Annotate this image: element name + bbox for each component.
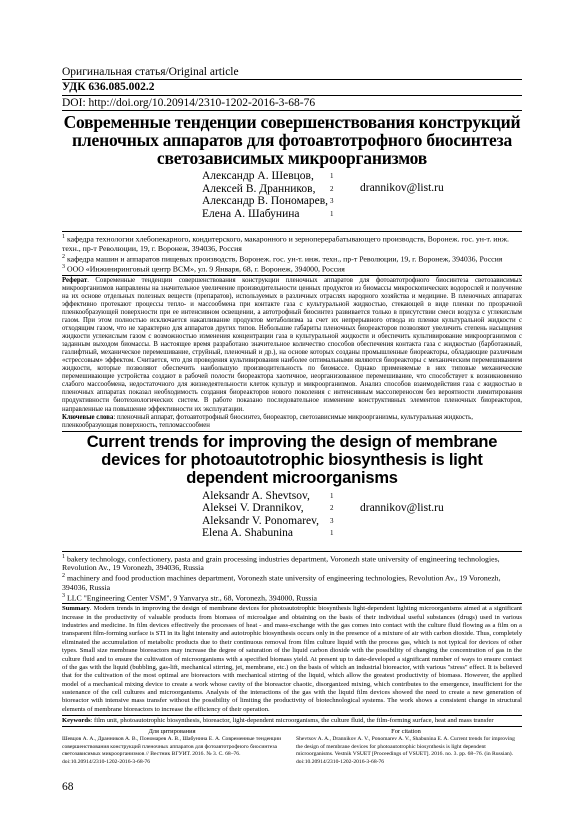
article-page xyxy=(62,66,522,728)
citation-heading: Для цитирования xyxy=(148,728,196,735)
abstract-text: . Современные тенденции совершенствования конструкции пленочных аппаратов для фотоавтотрофного биосинтеза светозависимых микроорганизмов направлены на значительное увеличение производительности ценных продуктов из биомассы микроскопических водорослей и получение на их основе отдельных полезных веществ (препаратов), используемых в различных отраслях народного хозяйства и медицине. В пленочных аппаратах эффективно протекают процессы тепло- и массообмена при контакте газа с культуральной жидкостью, стекающей в виде пленки по прозрачной пленкообразующей поверхности при ее интенсивном освещении, а автотрофный биосинтез развивается только в присутствии смеси воздуха с углекислым газом. При этом полностью исключается накапливание продуктов метаболизма за счет их непрерывного отвода из пленки культуральной жидкости с отходящим газом, что не характерно для аппаратов других типов. Небольшие габариты пленочных биореакторов позволяют увеличить степень насыщения жидкости углекислым газом с возможностью изменения концентрации газа в культуральной жидкости и обеспечить культивирование микроорганизмов с заданным выходом биомассы. В настоящее время разработано значительное количество способов обеспечения контакта газа с жидкостью (барботажный, газлифтный, механическое перемешивание, струйный, пленочный и др.), на основе которых созданы промышленные биореакторы, обладающие различным «стрессовым» эффектом. Считается, что для проведения культивирования наиболее оптимальными являются биореакторы с механическим перемешиванием жидкости, которые позволяют обеспечить наибольшую производительность по биомассе. Однако применяемые в них типовые механические перемешивающие устройства создают в рабочей полости биореактора хаотичное, неорганизованное перемешивание, что способствует к возникновению слабого массообмена, недостаточного для жизнедеятельности клеток культур и микроорганизмов. Анализ способов взаимодействия газа с жидкостью в пленочных аппаратах показал необходимость создания биореакторов нового поколения с интенсивным массопереносом без вероятности лимитирования продуктивности биотехнологических систем. В работе показано последовательное изменение конструктивных элементов пленочных биореакторов, направленные на повышение эффективности их эксплуатации. xyxy=(62,276,522,413)
keywords-text: : пленочный аппарат, фотоавтотрофный биосинтез, биореактор, светозависимые микроорганизмы, культуральная жидкость, пленкообразующая поверхность, тепломассообмен xyxy=(62,413,473,429)
abstract-label: Summary xyxy=(62,605,90,613)
author-names xyxy=(202,170,328,220)
affiliation: $^1$ кафедра технологии хлебопекарного, кондитерского, макаронного и зерноперерабатывающего производств, Воронеж. гос. ун-т. инж. техн., пр-т Революции, 19, г. Воронеж, 394036, Россия xyxy=(62,234,509,253)
author-name: Александр В. Пономарев, xyxy=(202,195,329,208)
divider xyxy=(62,95,522,96)
divider xyxy=(62,603,522,604)
abstract-label: Реферат xyxy=(62,276,88,284)
author-names xyxy=(202,490,319,540)
article-type: Оригинальная статья/Original article xyxy=(62,66,239,78)
affiliation: $^2$ machinery and food production machines department, Voronezh state university of engineering technologies, Revolution Av., 19 Voronezh, 394036, Russia xyxy=(62,573,501,592)
keywords-text: : film unit, photoautotrophic biosynthesis, bioreactor, light-dependent microorganisms, the culture fluid, the film-forming surface, heat and mass transfer xyxy=(90,716,494,724)
author-name: Алексей В. Дранников, xyxy=(202,182,316,195)
abstract-en xyxy=(62,605,522,713)
divider xyxy=(62,551,522,552)
title-ru: Современные тенденции совершенствования конструкций пленочных аппаратов для фотоавтотрофного биосинтеза светозависимых микроорганизмов xyxy=(63,112,521,168)
doi-link[interactable]: DOI: http://doi.org/10.20914/2310-1202-2016-3-68-76 xyxy=(62,97,316,109)
abstract-ru xyxy=(62,277,522,414)
affil-number: 1 xyxy=(330,529,334,538)
affil-number: 3 xyxy=(330,197,334,206)
udc-code: УДК 636.085.002.2 xyxy=(62,81,155,93)
title-en: Current trends for improving the design of membrane devices for photoautotrophic biosynthesis is light dependent microorganisms xyxy=(86,432,498,487)
affiliation: $^3$ LLC "Engineering Center VSM", 9 Yanvarya str., 68, Voronezh, 394000, Russia xyxy=(62,592,317,603)
author-name: Elena A. Shabunina xyxy=(202,527,294,540)
divider xyxy=(62,715,522,716)
affil-number: 2 xyxy=(330,184,334,193)
author-name: Елена А. Шабунина xyxy=(202,207,300,220)
author-affil-numbers xyxy=(330,170,334,220)
author-affil-numbers xyxy=(330,490,334,540)
divider xyxy=(62,110,522,111)
affiliation: $^3$ ООО «Инжиниринговый центр ВСМ», ул. 9 Января, 68, г. Воронеж, 394000, Россия xyxy=(62,264,345,274)
citation-text: Шевцов А. А., Дранников А. В., Пономарев А. В., Шабунина Е. А. Современные тенденции совершенствования конструкций пленочных аппаратов для фотоавтотрофного биосинтеза светозависимых микроорганизмов // Вестник ВГУИТ. 2016. № 3. С. 68–76. doi:10.20914/2310-1202-2016-3-68-76 xyxy=(62,736,282,765)
keywords-en xyxy=(62,717,522,725)
divider xyxy=(62,79,522,80)
author-name: Александр А. Шевцов, xyxy=(202,170,314,182)
citation-heading: For citation xyxy=(391,728,421,735)
author-email[interactable]: drannikov@list.ru xyxy=(360,182,444,194)
affil-number: 1 xyxy=(330,209,334,218)
citation-ru xyxy=(62,728,282,766)
affil-number: 3 xyxy=(330,516,334,525)
authors-en xyxy=(62,490,522,550)
divider xyxy=(62,431,522,432)
divider xyxy=(62,275,522,276)
keywords-label: Ключевые слова xyxy=(62,413,114,421)
author-name: Aleksei V. Drannikov, xyxy=(202,502,304,515)
page-number: 68 xyxy=(62,781,74,793)
affiliation: $^1$ bakery technology, confectionery, pasta and grain processing industries department, Voronezh state university of engineering technologies, Revolution Av., 19 Voronezh, 394036, Russia xyxy=(62,553,500,573)
keywords-label: Keywords xyxy=(62,716,91,724)
affil-number: 1 xyxy=(330,491,334,500)
keywords-ru xyxy=(62,414,522,430)
author-name: Aleksandr A. Shevtsov, xyxy=(202,489,310,502)
citation-text: Shevtsov A. A., Drannikov A. V., Ponomarev A. V., Shabunina E. A. Current trends for improving the design of membrane devices for photoautotrophic biosynthesis is light dependent microorganisms. Vestnik VSUET [Proceedings of VSUET]. 2016. no. 3. pp. 68–76. (in Russian). doi:10.20914/2310-1202-2016-3-68-76 xyxy=(296,736,515,765)
divider xyxy=(62,231,522,232)
abstract-text: . Modern trends in improving the design of membrane devices for photoautotrophic biosynthesis light-dependent lighting microorganisms aimed at a significant increase in the productivity of valuable products from biomass of microalgae and obtaining on the basis of their individual useful substances (drugs) used in various industries and medicine. In film devices effectively the processes of heat - and mass-exchange with the gas comes into contact with the culture fluid flowing as a film on a transparent film-forming surface is STI in its light intensity and autotrophic biosynthesis occurs only in the presence of a mixture of air with carbon dioxide. Thus, completely eliminated the accumulation of metabolic products due to their continuous removal from film culture liquid with the process gas, which is not typical for devices of other types. Small size membrane bioreactors may increase the degree of saturation of the liquid carbon dioxide with the possibility of changing the concentration of gas in the culture fluid and to ensure the cultivation of microorganisms with a specified biomass yield. At present up to date-developed a significant number of ways to ensure contact of the gas with the liquid (bubbling, gas-lift, mechanical stirring, jet, membrane, etc.) on the basis of which an industrial bioreactor, with various "stress" effect. It is believed that for the cultivation of the most optimal are bioreactors with mechanical stirring of the liquid, which allow the greatest productivity of biomass. However, the applied model of a mechanical mixing device to create a work whose cavity of the bioreactor chaotic, disorganized mixing, which contributes to the emergence, insufficient for the sustenance of the cell cultures and microorganisms. Analysis of the interactions of the gas with the liquid film devices showed the need to create a new generation of bioreactor with intensive mass transfer without the possibility of limiting the productivity of biotechnological systems. The work shows a consistent change in structural elements of membrane bioreactors to increase the efficiency of their operation. xyxy=(62,605,522,713)
authors-ru xyxy=(62,170,522,230)
affil-number: 2 xyxy=(330,504,334,513)
affil-number: 1 xyxy=(330,172,334,180)
author-email[interactable]: drannikov@list.ru xyxy=(360,501,444,514)
citation-en xyxy=(296,728,516,766)
affiliation: $^2$ кафедра машин и аппаратов пищевых производств, Воронеж. гос. ун-т. инж. техн., пр-т Революции, 19, г. Воронеж, 394036, Россия xyxy=(62,253,503,264)
author-name: Aleksandr V. Ponomarev, xyxy=(202,514,320,527)
